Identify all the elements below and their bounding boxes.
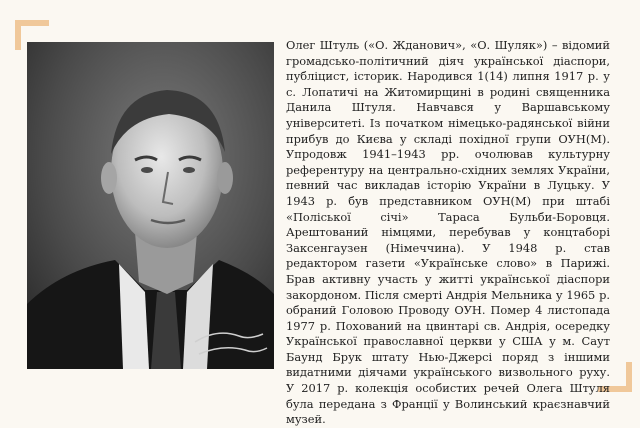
portrait-photo: [27, 42, 274, 369]
biography-text: Олег Штуль («О. Жданович», «О. Шуляк») – відомий громадсько-політичний діяч української діаспори, публіцист, історик. Народився 1(14) липня 1917 р. у с. Лопатичі на Житомирщині в родині священника Данила Штуля. Навчався у Варшавському університеті. Із початком німецько-радянської війни прибув до Києва у складі похідної групи ОУН(М). Упродовж 1941–1943 рр. очолював культурну референтуру на центрально-східних землях України, певний час викладав історію України в Луцьку. У 1943 р. був представником ОУН(М) при штабі «Поліської січі» Тараса Бульби-Боровця. Арештований німцями, перебував у концтаборі Заксенгаузен (Німеччина). У 1948 р. став редактором газети «Українське слово» в Парижі. Брав активну участь у житті української діаспори закордоном. Після смерті Андрія Мельника у 1965 р. обраний Головою Проводу ОУН. Помер 4 листопада 1977 р. Похований на цвинтарі св. Андрія, осередку Української православної церкви у США у м. Саут Баунд Брук штату Нью-Джерсі поряд з іншими видатними діячами українського визвольного руху. У 2017 р. колекція особистих речей Олега Штуля була передана з Франції у Волинський краєзнавчий музей.: [286, 38, 610, 427]
